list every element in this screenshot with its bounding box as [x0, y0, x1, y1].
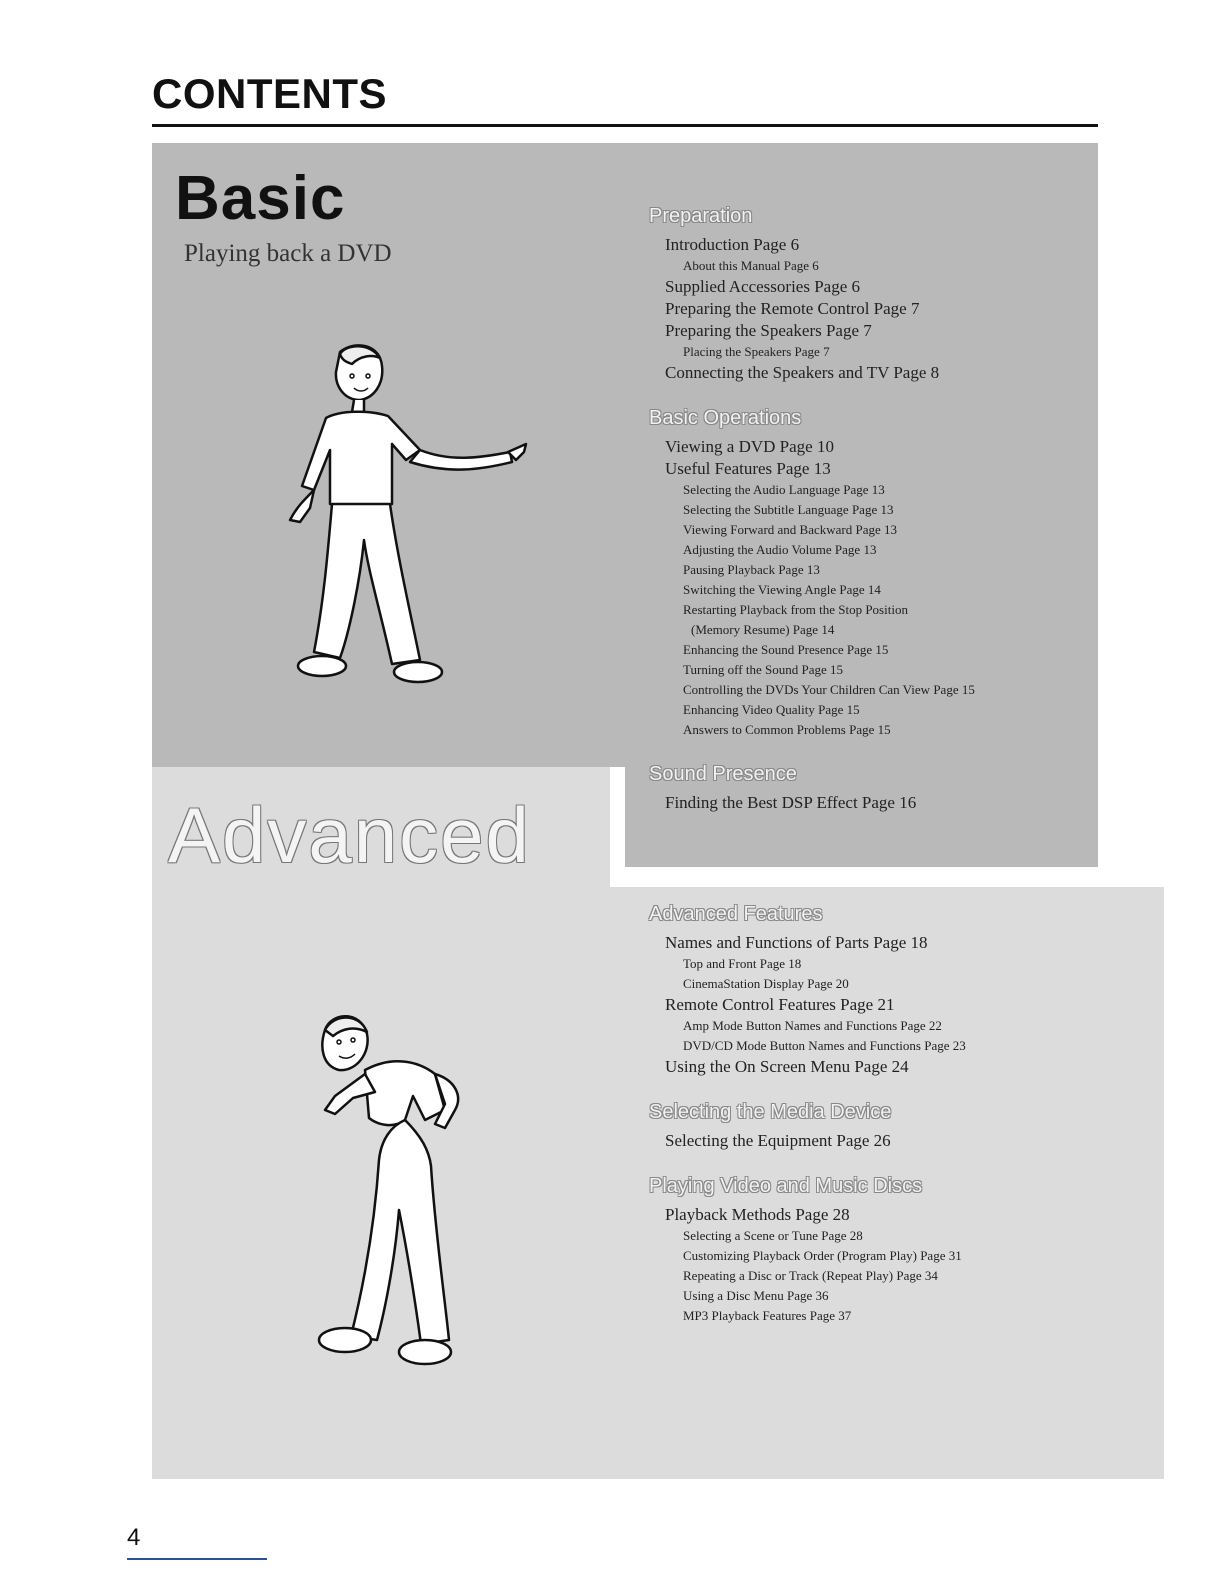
toc-entry[interactable]: DVD/CD Mode Button Names and Functions Page 23	[683, 1038, 966, 1053]
footer-rule	[127, 1558, 267, 1560]
toc-entry[interactable]: Top and Front Page 18	[683, 956, 802, 971]
toc-entry[interactable]: Preparing the Speakers Page 7	[665, 321, 872, 340]
toc-entry[interactable]: Turning off the Sound Page 15	[683, 662, 843, 677]
page-number: 4	[127, 1524, 141, 1551]
basic-subtitle: Playing back a DVD	[184, 240, 392, 267]
toc-entry[interactable]: Selecting the Subtitle Language Page 13	[683, 502, 894, 517]
basic-title: Basic	[175, 164, 346, 233]
toc-section-title: Playing Video and Music Discs	[649, 1175, 923, 1197]
toc-entry[interactable]: Adjusting the Audio Volume Page 13	[683, 542, 877, 557]
toc-entry[interactable]: Viewing Forward and Backward Page 13	[683, 522, 898, 537]
toc-entry[interactable]: Pausing Playback Page 13	[683, 562, 820, 577]
panel-cutout-right	[1098, 767, 1164, 887]
toc-section-title: Sound Presence	[649, 763, 797, 785]
toc-entry[interactable]: Finding the Best DSP Effect Page 16	[665, 793, 917, 812]
toc-section-title: Preparation	[649, 205, 753, 227]
title-underline	[152, 124, 1098, 127]
girl-standing-illustration	[280, 340, 530, 700]
toc-entry[interactable]: Introduction Page 6	[665, 235, 800, 254]
toc-list	[665, 436, 975, 740]
advanced-title: Advanced	[168, 791, 531, 879]
girl-bending-illustration	[295, 1000, 495, 1380]
toc-entry[interactable]: Viewing a DVD Page 10	[665, 437, 834, 456]
toc-entry[interactable]: Supplied Accessories Page 6	[665, 277, 860, 296]
toc-list	[665, 1130, 966, 1152]
toc-entry[interactable]: Switching the Viewing Angle Page 14	[683, 582, 881, 597]
toc-entry[interactable]: Playback Methods Page 28	[665, 1205, 850, 1224]
toc-entry[interactable]: About this Manual Page 6	[683, 258, 819, 273]
advanced-toc	[649, 902, 966, 1326]
toc-section-title: Selecting the Media Device	[649, 1101, 892, 1123]
toc-entry[interactable]: (Memory Resume) Page 14	[691, 622, 835, 637]
toc-list	[665, 932, 966, 1078]
toc-entry[interactable]: Selecting the Equipment Page 26	[665, 1131, 891, 1150]
toc-entry[interactable]: Preparing the Remote Control Page 7	[665, 299, 920, 318]
toc-entry[interactable]: Names and Functions of Parts Page 18	[665, 933, 928, 952]
toc-entry[interactable]: Connecting the Speakers and TV Page 8	[665, 363, 940, 382]
toc-entry[interactable]: Selecting a Scene or Tune Page 28	[683, 1228, 863, 1243]
toc-entry[interactable]: Restarting Playback from the Stop Position	[683, 602, 908, 617]
toc-entry[interactable]: Controlling the DVDs Your Children Can View Page 15	[683, 682, 975, 697]
toc-list	[665, 792, 975, 814]
toc-section-title: Basic Operations	[649, 407, 802, 429]
toc-entry[interactable]: MP3 Playback Features Page 37	[683, 1308, 852, 1323]
toc-list	[665, 234, 975, 384]
toc-entry[interactable]: Customizing Playback Order (Program Play) Page 31	[683, 1248, 962, 1263]
toc-entry[interactable]: Repeating a Disc or Track (Repeat Play) Page 34	[683, 1268, 938, 1283]
toc-entry[interactable]: Useful Features Page 13	[665, 459, 831, 478]
toc-entry[interactable]: Placing the Speakers Page 7	[683, 344, 830, 359]
toc-entry[interactable]: CinemaStation Display Page 20	[683, 976, 849, 991]
toc-entry[interactable]: Enhancing the Sound Presence Page 15	[683, 642, 889, 657]
toc-entry[interactable]: Remote Control Features Page 21	[665, 995, 895, 1014]
toc-entry[interactable]: Selecting the Audio Language Page 13	[683, 482, 885, 497]
page-title: CONTENTS	[152, 70, 387, 117]
toc-entry[interactable]: Using a Disc Menu Page 36	[683, 1288, 829, 1303]
toc-entry[interactable]: Answers to Common Problems Page 15	[683, 722, 891, 737]
toc-section-title: Advanced Features	[649, 903, 823, 925]
basic-toc	[649, 204, 975, 814]
toc-entry[interactable]: Using the On Screen Menu Page 24	[665, 1057, 909, 1076]
toc-entry[interactable]: Amp Mode Button Names and Functions Page 22	[683, 1018, 942, 1033]
toc-entry[interactable]: Enhancing Video Quality Page 15	[683, 702, 860, 717]
toc-list	[665, 1204, 966, 1326]
